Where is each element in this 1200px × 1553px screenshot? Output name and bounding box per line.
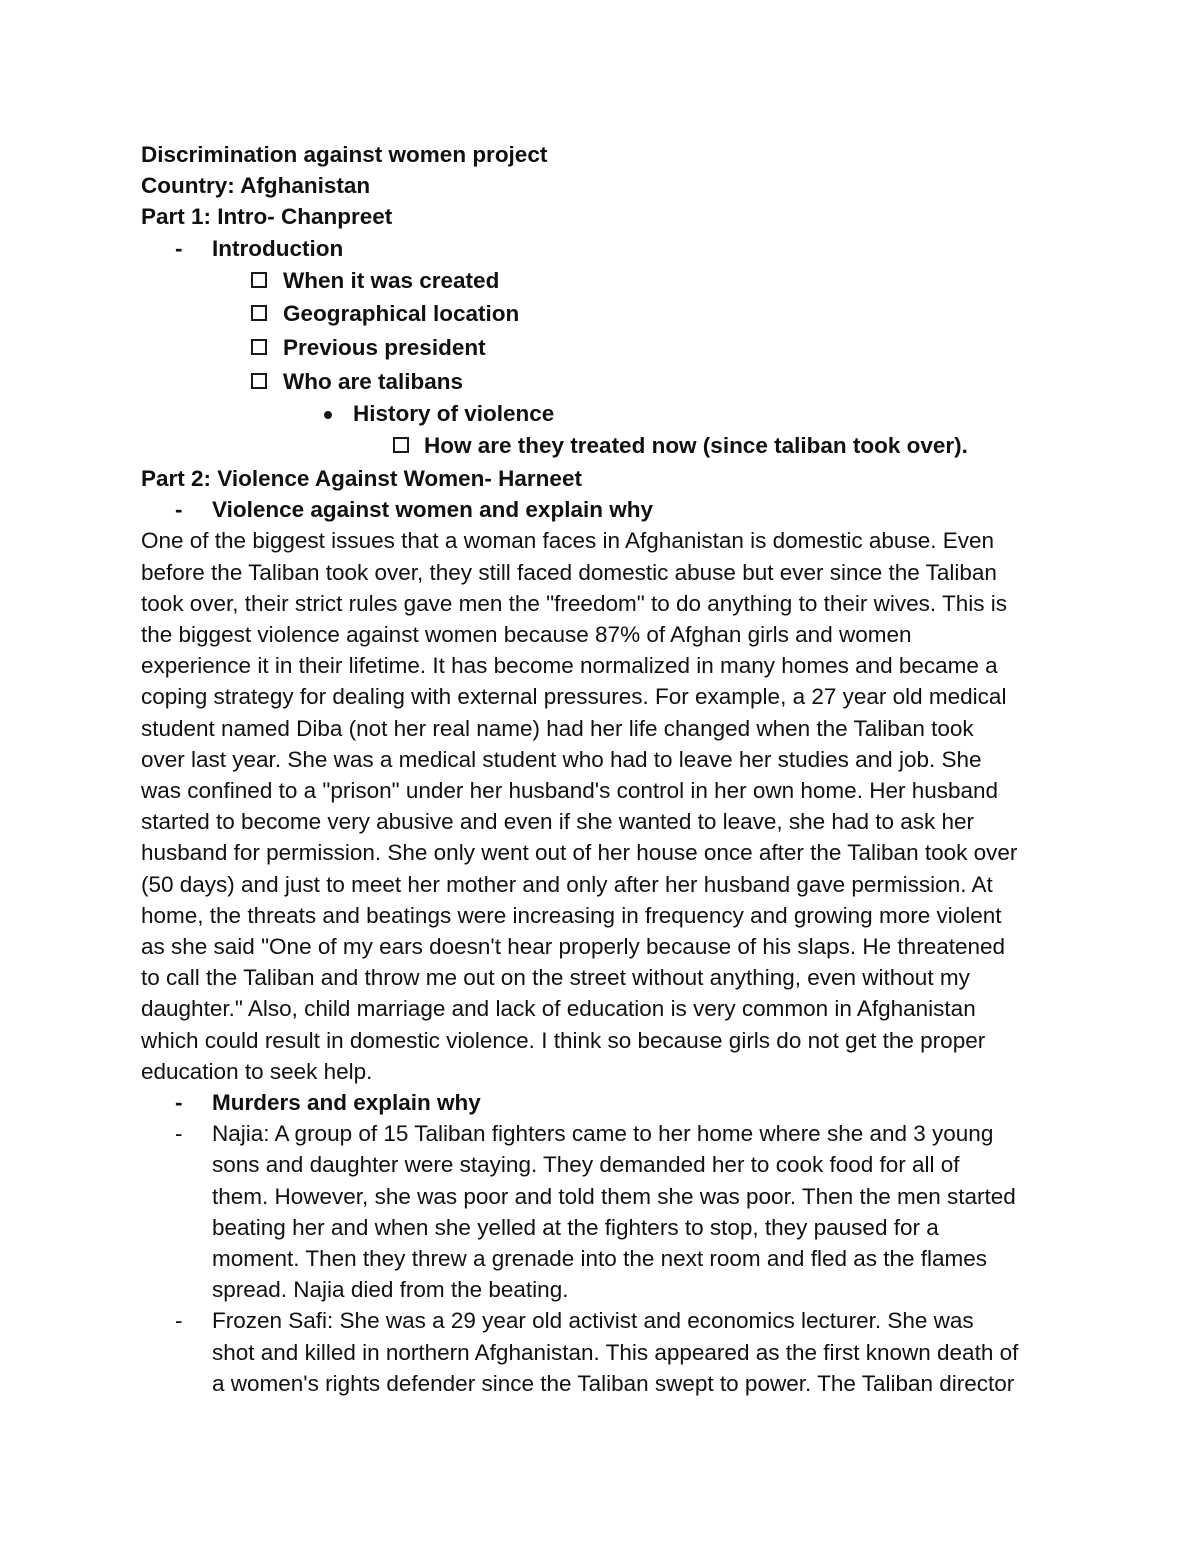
dash-marker: -	[175, 1090, 183, 1115]
introduction-label: Introduction	[212, 235, 344, 261]
list-item-line: shot and killed in northern Afghanistan. This appeared as the first known death of	[212, 1339, 1019, 1365]
paragraph-line: over last year. She was a medical student who had to leave her studies and job. She	[141, 746, 982, 772]
paragraph-line: the biggest violence against women because 87% of Afghan girls and women	[141, 621, 912, 647]
checklist-item	[141, 331, 1071, 365]
list-item-line: them. However, she was poor and told them she was poor. Then the men started	[212, 1183, 1016, 1209]
checkbox-icon[interactable]	[251, 272, 267, 288]
paragraph-line: as she said "One of my ears doesn't hear properly because of his slaps. He threatened	[141, 933, 1006, 959]
list-item-najia	[141, 1118, 1066, 1305]
paragraph-line: experience it in their lifetime. It has become normalized in many homes and became a	[141, 653, 998, 679]
checkbox-icon[interactable]	[251, 373, 267, 389]
paragraph-line: which could result in domestic violence. I think so because girls do not get the proper	[141, 1027, 986, 1053]
dash-marker: -	[175, 1121, 183, 1147]
checklist-item	[141, 429, 1071, 463]
checklist-label: How are they treated now (since taliban took over).	[424, 433, 968, 459]
list-item-line: spread. Najia died from the beating.	[212, 1277, 569, 1303]
checklist-label: Geographical location	[283, 301, 520, 327]
list-item-line: Frozen Safi: She was a 29 year old activist and economics lecturer. She was	[212, 1308, 974, 1334]
document-page	[141, 139, 1071, 1399]
paragraph-line: daughter." Also, child marriage and lack of education is very common in Afghanistan	[141, 996, 976, 1022]
checkbox-icon[interactable]	[251, 305, 267, 321]
list-item-line: a women's rights defender since the Taliban swept to power. The Taliban director	[212, 1370, 1015, 1396]
paragraph-line: took over, their strict rules gave men the "freedom" to do anything to their wives. This is	[141, 590, 1007, 616]
bullet-label: History of violence	[353, 401, 555, 427]
murders-subheading: Murders and explain why	[212, 1090, 481, 1115]
dash-marker: -	[175, 1308, 183, 1334]
paragraph-line: home, the threats and beatings were increasing in frequency and growing more violent	[141, 902, 1002, 928]
part1-heading: Part 1: Intro- Chanpreet	[141, 204, 393, 230]
list-item-frozen-safi	[141, 1305, 1066, 1399]
checklist-item	[141, 297, 1071, 331]
document-title: Discrimination against women project	[141, 142, 548, 167]
checklist-item	[141, 264, 1071, 298]
paragraph-line: student named Diba (not her real name) had her life changed when the Taliban took	[141, 715, 974, 741]
paragraph-line: One of the biggest issues that a woman faces in Afghanistan is domestic abuse. Even	[141, 528, 995, 554]
list-item-line: sons and daughter were staying. They demanded her to cook food for all of	[212, 1152, 960, 1178]
paragraph-line: education to seek help.	[141, 1058, 373, 1084]
checkbox-icon[interactable]	[251, 339, 267, 355]
part1-introduction-item	[141, 233, 1071, 264]
bullet-dot-icon	[324, 411, 332, 419]
paragraph-line: to call the Taliban and throw me out on the street without anything, even without my	[141, 965, 970, 991]
part2-subheading-item	[141, 494, 1071, 525]
paragraph-line: was confined to a "prison" under her husband's control in her own home. Her husband	[141, 777, 999, 803]
paragraph-line: before the Taliban took over, they still faced domestic abuse but ever since the Taliban	[141, 559, 997, 585]
list-item-line: Najia: A group of 15 Taliban fighters came to her home where she and 3 young	[212, 1121, 994, 1147]
checklist-item	[141, 365, 1071, 399]
violence-subheading: Violence against women and explain why	[212, 497, 653, 523]
dash-marker: -	[175, 497, 183, 523]
part2-heading: Part 2: Violence Against Women- Harneet	[141, 465, 582, 491]
murders-subheading-item	[141, 1087, 1071, 1118]
list-item-line: moment. Then they threw a grenade into the next room and fled as the flames	[212, 1246, 988, 1271]
paragraph-line: (50 days) and just to meet her mother and only after her husband gave permission. At	[141, 871, 993, 897]
list-item-line: beating her and when she yelled at the fighters to stop, they paused for a	[212, 1214, 939, 1240]
checklist-label: When it was created	[283, 267, 500, 293]
country-line: Country: Afghanistan	[141, 173, 371, 199]
paragraph-line: started to become very abusive and even if she wanted to leave, she had to ask her	[141, 809, 975, 835]
violence-paragraph	[141, 525, 1071, 1087]
checklist-label: Previous president	[283, 334, 486, 360]
dash-marker: -	[175, 235, 183, 261]
checkbox-icon[interactable]	[393, 437, 409, 453]
checklist-label: Who are talibans	[283, 368, 464, 394]
paragraph-line: husband for permission. She only went out of her house once after the Taliban took over	[141, 840, 1018, 866]
bullet-item	[141, 398, 1071, 429]
paragraph-line: coping strategy for dealing with external pressures. For example, a 27 year old medical	[141, 684, 1007, 710]
